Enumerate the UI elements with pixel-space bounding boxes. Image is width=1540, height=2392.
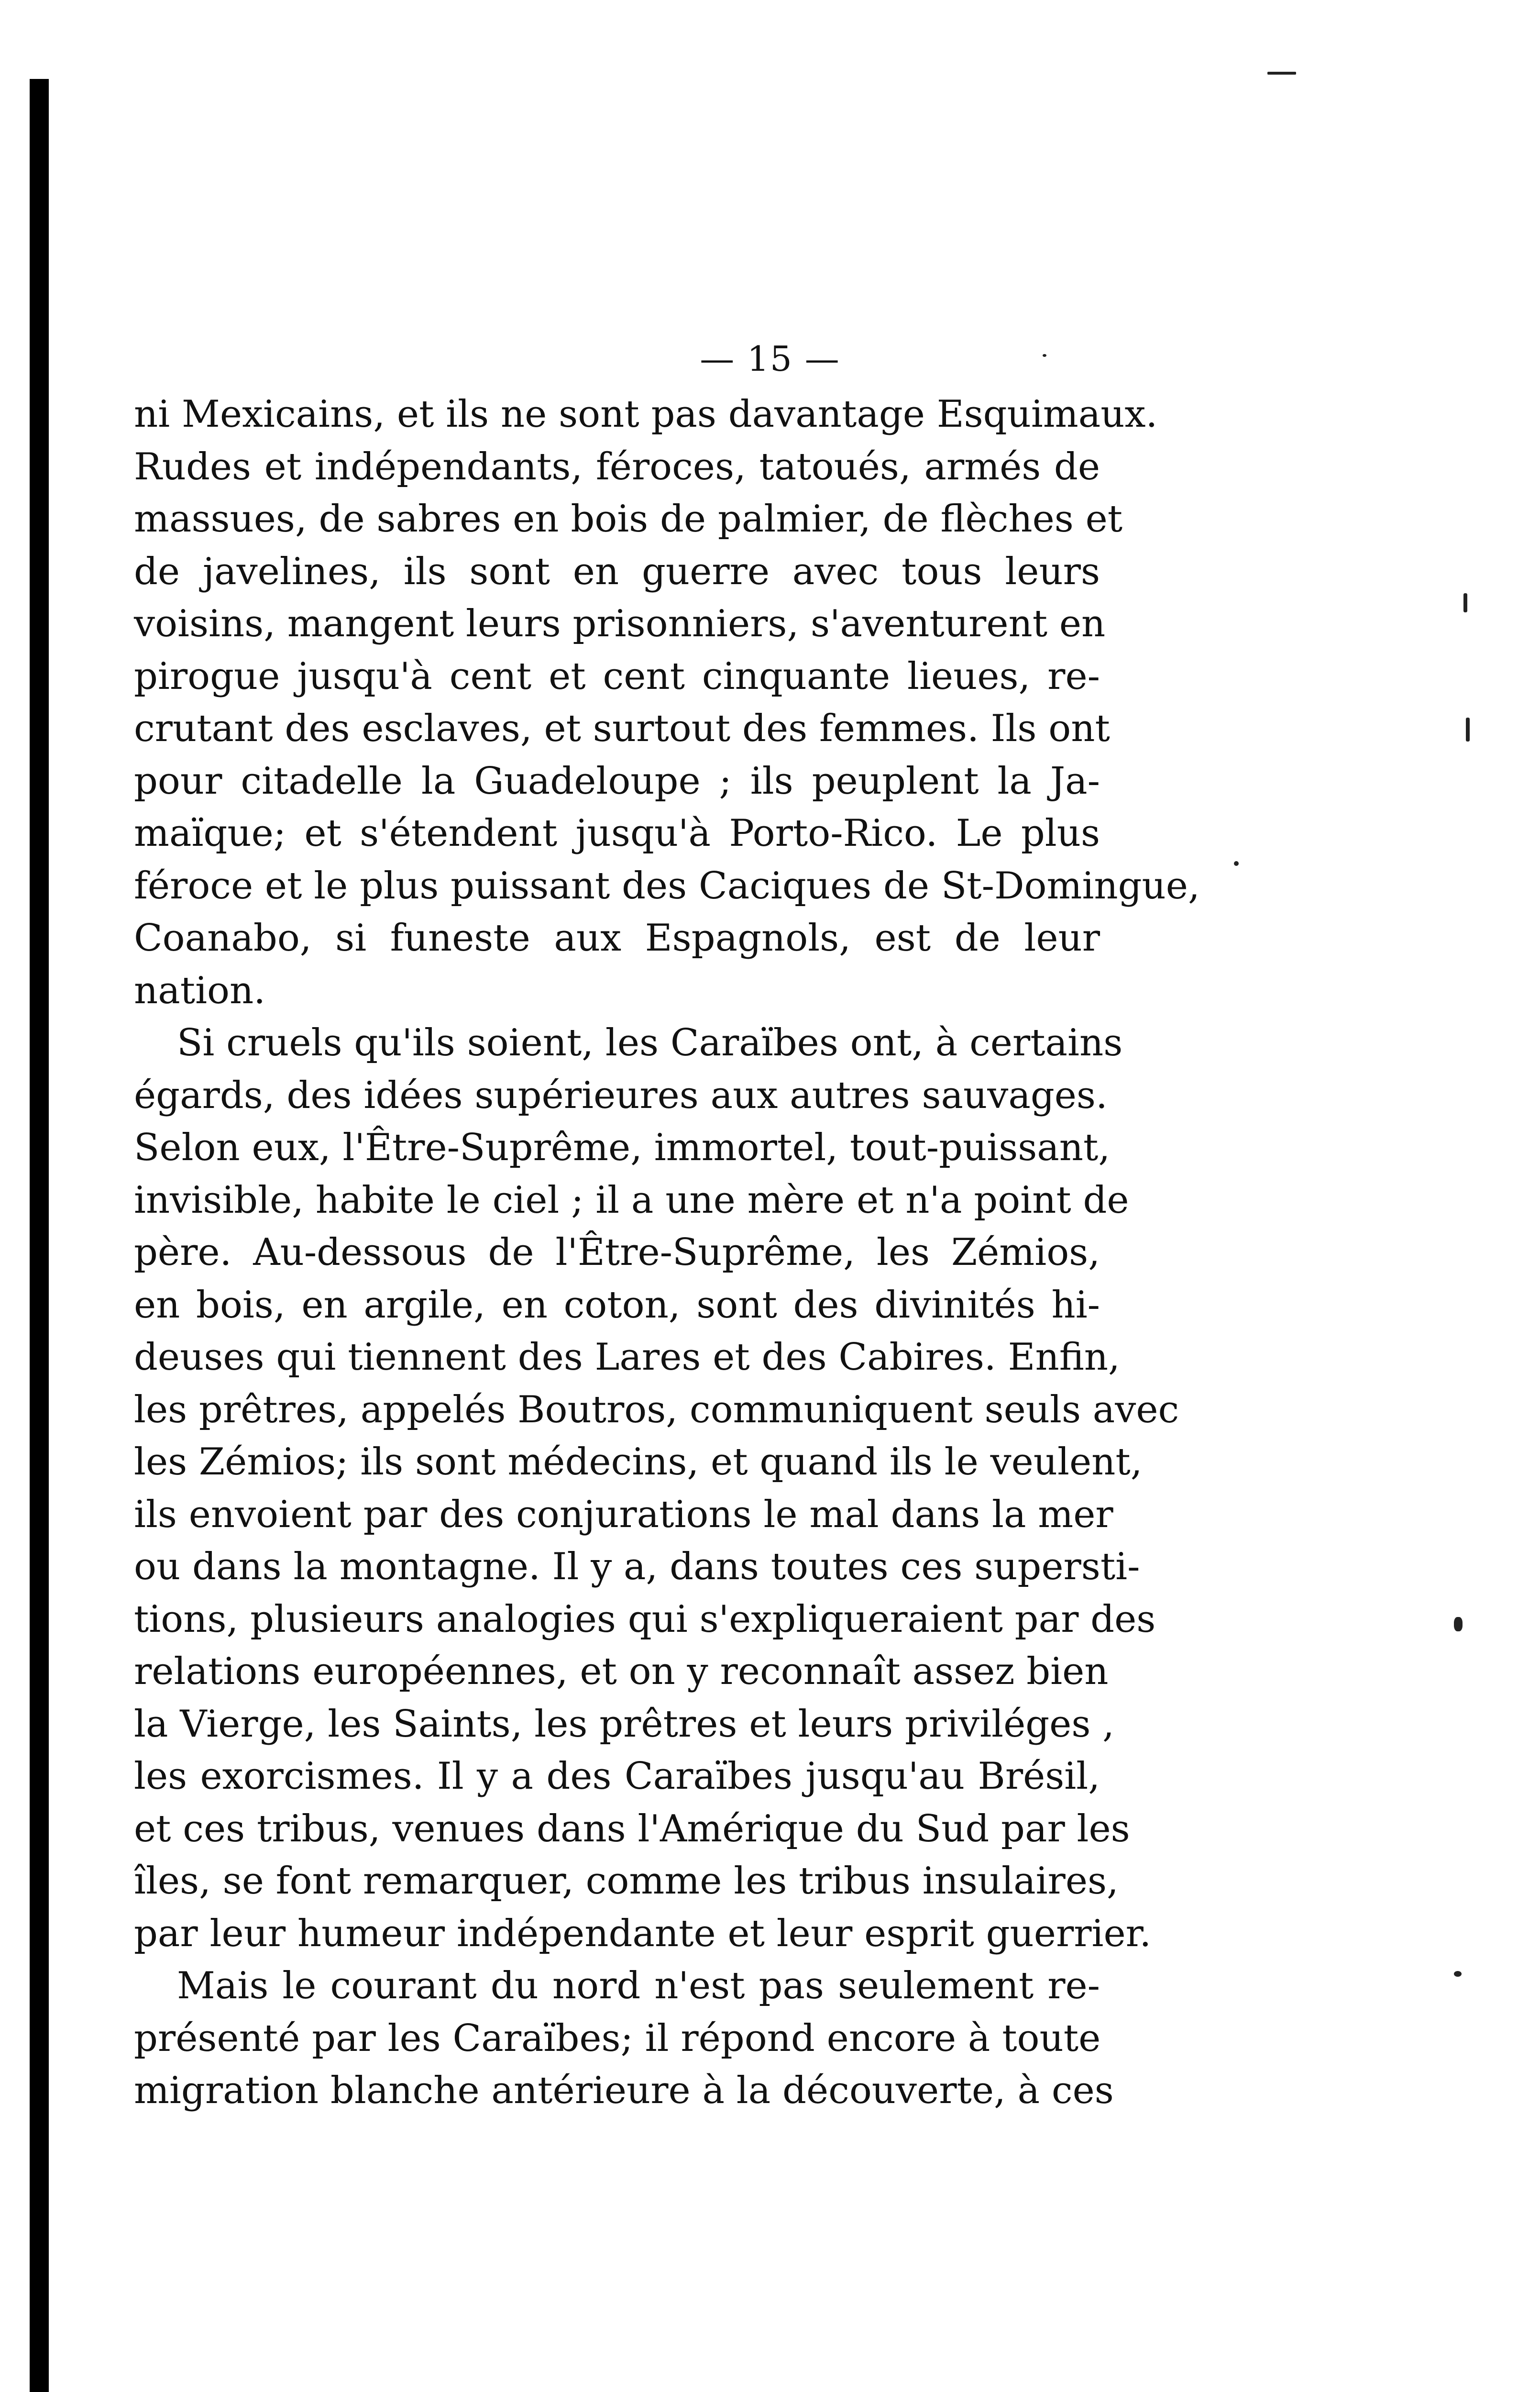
text-line: présenté par les Caraïbes; il répond encore à toute bbox=[134, 2016, 1101, 2060]
scan-speck bbox=[1454, 1971, 1462, 1977]
text-line: nation. bbox=[134, 969, 266, 1012]
text-line: deuses qui tiennent des Lares et des Cabires. Enfin, bbox=[134, 1336, 1120, 1379]
scan-speck bbox=[1454, 1617, 1463, 1631]
text-line: père. Au-dessous de l'Être-Suprême, les Zémios, bbox=[134, 1231, 1100, 1274]
text-line: féroce et le plus puissant des Caciques de St-Domingue, bbox=[134, 864, 1200, 908]
scan-speck bbox=[1267, 72, 1296, 75]
text-line: les prêtres, appelés Boutros, communiquent seuls avec bbox=[134, 1388, 1179, 1431]
text-line: les exorcismes. Il y a des Caraïbes jusqu'au Brésil, bbox=[134, 1755, 1100, 1798]
text-line: par leur humeur indépendante et leur esprit guerrier. bbox=[134, 1912, 1152, 1955]
paragraph-first-line: Si cruels qu'ils soient, les Caraïbes ont, à certains bbox=[177, 1021, 1123, 1064]
scan-speck bbox=[1043, 354, 1046, 357]
text-line: la Vierge, les Saints, les prêtres et leurs priviléges , bbox=[134, 1702, 1114, 1746]
text-line: égards, des idées supérieures aux autres sauvages. bbox=[134, 1074, 1108, 1117]
text-line: et ces tribus, venues dans l'Amérique du Sud par les bbox=[134, 1807, 1130, 1850]
text-line: invisible, habite le ciel ; il a une mère et n'a point de bbox=[134, 1178, 1129, 1222]
text-line: ni Mexicains, et ils ne sont pas davantage Esquimaux. bbox=[134, 393, 1158, 436]
page-number-header: — 15 — bbox=[700, 339, 840, 379]
body-text bbox=[134, 388, 1200, 2117]
text-line: maïque; et s'étendent jusqu'à Porto-Rico. Le plus bbox=[134, 812, 1100, 855]
text-line: migration blanche antérieure à la découverte, à ces bbox=[134, 2069, 1114, 2112]
text-line: tions, plusieurs analogies qui s'expliqueraient par des bbox=[134, 1597, 1156, 1641]
scan-speck bbox=[1466, 718, 1470, 742]
scan-speck bbox=[1234, 861, 1239, 866]
text-line: voisins, mangent leurs prisonniers, s'aventurent en bbox=[134, 602, 1106, 645]
text-line: de javelines, ils sont en guerre avec tous leurs bbox=[134, 550, 1100, 593]
text-line: Coanabo, si funeste aux Espagnols, est de leur bbox=[134, 917, 1100, 960]
scan-speck bbox=[1463, 593, 1467, 612]
binding-edge bbox=[30, 79, 49, 2392]
text-line: ils envoient par des conjurations le mal dans la mer bbox=[134, 1493, 1113, 1536]
text-line: massues, de sabres en bois de palmier, de flèches et bbox=[134, 498, 1123, 541]
text-line: îles, se font remarquer, comme les tribus insulaires, bbox=[134, 1860, 1119, 1903]
text-line: ou dans la montagne. Il y a, dans toutes ces supersti- bbox=[134, 1545, 1140, 1588]
text-line: pour citadelle la Guadeloupe ; ils peuplent la Ja- bbox=[134, 759, 1100, 803]
text-line: crutant des esclaves, et surtout des femmes. Ils ont bbox=[134, 707, 1110, 750]
text-line: relations européennes, et on y reconnaît assez bien bbox=[134, 1650, 1109, 1693]
text-line: en bois, en argile, en coton, sont des divinités hi- bbox=[134, 1283, 1100, 1327]
paragraph-first-line: Mais le courant du nord n'est pas seulement re- bbox=[177, 1964, 1100, 2007]
text-line: les Zémios; ils sont médecins, et quand ils le veulent, bbox=[134, 1440, 1143, 1484]
text-line: Rudes et indépendants, féroces, tatoués, armés de bbox=[134, 445, 1100, 488]
text-line: Selon eux, l'Être-Suprême, immortel, tout-puissant, bbox=[134, 1126, 1111, 1169]
text-line: pirogue jusqu'à cent et cent cinquante lieues, re- bbox=[134, 654, 1100, 698]
